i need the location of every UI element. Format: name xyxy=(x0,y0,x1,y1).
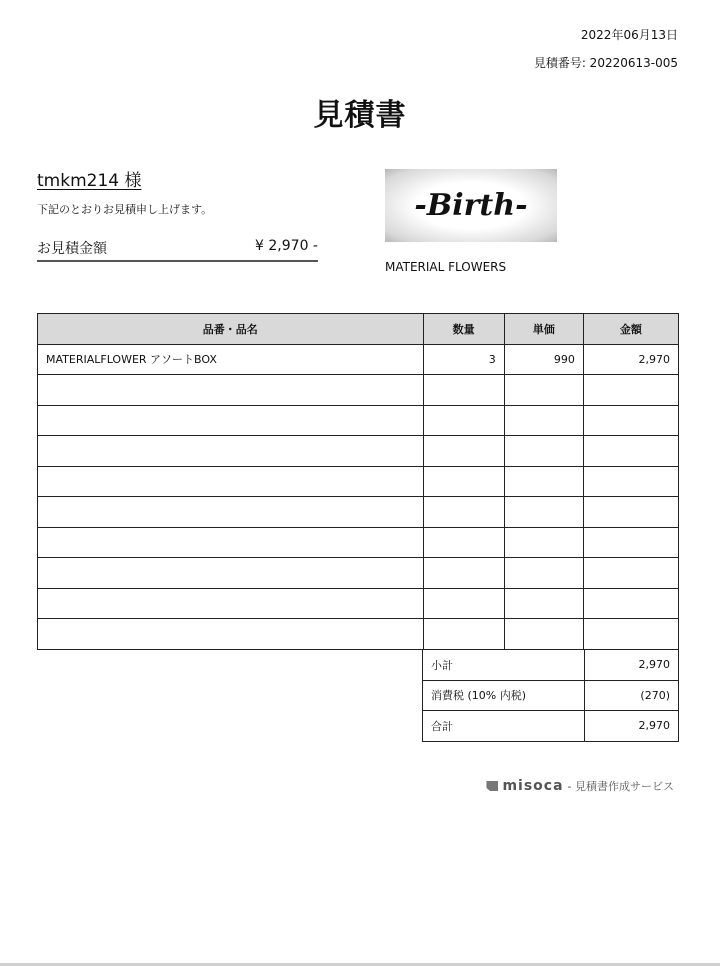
table-row-empty xyxy=(38,466,679,497)
table-row-empty xyxy=(38,405,679,436)
estimate-amount-value: ¥ 2,970 - xyxy=(255,238,318,254)
items-table-header xyxy=(38,314,679,345)
estimate-amount-row xyxy=(37,238,318,262)
header-amount: 金額 xyxy=(583,314,678,345)
tax-row xyxy=(423,680,679,711)
estimate-number: 見積番号: 20220613-005 xyxy=(533,56,678,70)
total-row xyxy=(423,711,679,742)
item-name: MATERIALFLOWER アソートBOX xyxy=(38,344,424,375)
subtotal-value: 2,970 xyxy=(585,650,679,681)
company-name: MATERIAL FLOWERS xyxy=(385,260,507,274)
estimate-amount-label: お見積金額 xyxy=(37,241,107,257)
total-value: 2,970 xyxy=(585,711,679,742)
table-row-empty xyxy=(38,619,679,650)
misoca-logo-icon xyxy=(486,781,498,791)
tax-label: 消費税 (10% 内税) xyxy=(423,680,585,711)
header-unit-price: 単価 xyxy=(504,314,583,345)
header-quantity: 数量 xyxy=(423,314,504,345)
customer-name: tmkm214 様 xyxy=(37,171,142,191)
total-label: 合計 xyxy=(423,711,585,742)
subtotal-label: 小計 xyxy=(423,650,585,681)
table-row-empty xyxy=(38,527,679,558)
table-row-empty xyxy=(38,558,679,589)
header-item-name: 品番・品名 xyxy=(38,314,424,345)
item-unit-price: 990 xyxy=(504,344,583,375)
company-logo xyxy=(385,169,557,242)
table-row xyxy=(38,344,679,375)
misoca-brand: misoca xyxy=(502,778,564,794)
footer-branding xyxy=(486,778,674,794)
totals-table xyxy=(422,649,679,742)
intro-text: 下記のとおりお見積申し上げます。 xyxy=(37,203,213,216)
footer-tagline: - 見積書作成サービス xyxy=(567,780,674,793)
items-table xyxy=(37,313,679,650)
table-row-empty xyxy=(38,588,679,619)
estimate-date: 2022年06月13日 xyxy=(580,28,678,42)
table-row-empty xyxy=(38,497,679,528)
company-logo-text: -Birth- xyxy=(414,188,528,223)
subtotal-row xyxy=(423,650,679,681)
table-row-empty xyxy=(38,375,679,406)
tax-value: (270) xyxy=(585,680,679,711)
document-title: 見積書 xyxy=(313,98,407,133)
item-quantity: 3 xyxy=(423,344,504,375)
table-row-empty xyxy=(38,436,679,467)
item-amount: 2,970 xyxy=(583,344,678,375)
